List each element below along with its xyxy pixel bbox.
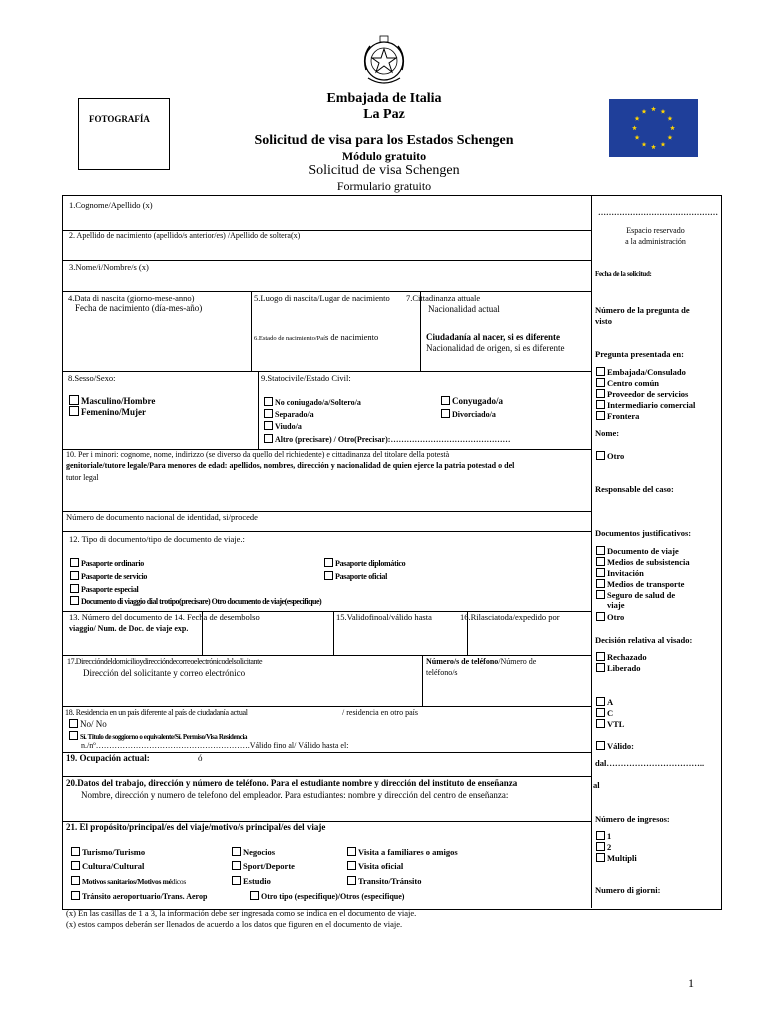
admin-type-a-label: A [607, 697, 614, 707]
checkbox-admin-common-center[interactable] [596, 378, 605, 387]
admin-dec-rejected[interactable] [596, 652, 647, 662]
admin-doc-means-label: Medios de subsistencia [607, 557, 690, 567]
checkbox-admin-doc-transport[interactable] [596, 579, 605, 588]
admin-type-vtl[interactable] [596, 719, 624, 729]
field-surname[interactable]: 1.Cognome/Apellido (x) [69, 200, 153, 210]
checkbox-admin-embassy[interactable] [596, 367, 605, 376]
option-widowed-label: Viudo/a [275, 422, 302, 431]
checkbox-admin-type-a[interactable] [596, 697, 605, 706]
form-title-alt: Solicitud de visa Schengen [308, 163, 460, 178]
field-birth-date-label-es: Fecha de nacimiento (día-mes-año) [75, 303, 203, 313]
admin-type-c[interactable] [596, 708, 613, 718]
field-phone-label-line2: teléfono/s [426, 668, 458, 677]
checkbox-admin-doc-travel[interactable] [596, 546, 605, 555]
checkbox-separated[interactable] [264, 409, 273, 418]
option-passport-ordinary-label: Pasaporte ordinario [81, 559, 144, 568]
admin-opt-embassy[interactable] [596, 367, 686, 377]
field-nationality-birth-label: Ciudadanía al nacer, si es diferente [426, 332, 561, 342]
option-document-other[interactable] [70, 596, 321, 607]
admin-entries-1[interactable] [596, 831, 611, 841]
field-phone-label[interactable] [426, 658, 536, 667]
admin-valid-to: al [593, 780, 600, 790]
admin-doc-travel[interactable] [596, 546, 679, 556]
embassy-name: Embajada de Italia [326, 91, 442, 106]
option-study-label: Estudio [243, 876, 271, 886]
checkbox-admin-other[interactable] [596, 451, 605, 460]
field-phone-label-rest: /Número de [498, 657, 537, 666]
admin-application-number-2: visto [595, 316, 612, 326]
admin-opt-intermediary[interactable] [596, 400, 695, 410]
checkbox-admin-released[interactable] [596, 663, 605, 672]
option-divorced[interactable] [441, 409, 496, 420]
checkbox-admin-entries-2[interactable] [596, 842, 605, 851]
option-married-label: Conyugado/a [452, 396, 504, 406]
admin-doc-other[interactable] [596, 612, 624, 622]
option-study[interactable] [232, 876, 271, 886]
footnote-2: (x) estos campos deberán ser llenados de acuerdo a los datos que figuren en el documento de viaje. [66, 919, 403, 929]
checkbox-residence-no[interactable] [69, 719, 78, 728]
field-birth-date-label[interactable]: 4.Data di nascita (giorno-mese-anno) [68, 293, 195, 303]
checkbox-document-other[interactable] [70, 596, 79, 605]
field-birth-country-label-a: 6.Estado de nacimiento/Paí [254, 335, 325, 342]
field-address-label-es: Dirección del solicitante y correo electrónico [83, 668, 246, 678]
option-family[interactable] [347, 847, 458, 857]
option-medical[interactable] [71, 876, 186, 886]
checkbox-divorced[interactable] [441, 409, 450, 418]
admin-reserved-2: a la administración [625, 237, 686, 246]
option-official-visit-label: Visita oficial [358, 861, 404, 871]
checkbox-passport-service[interactable] [70, 571, 79, 580]
photo-label: FOTOGRAFÍA [89, 114, 150, 124]
admin-dots: ……………………………………… [598, 208, 718, 217]
option-passport-special[interactable] [70, 584, 138, 595]
checkbox-admin-provider[interactable] [596, 389, 605, 398]
option-business-label: Negocios [243, 847, 276, 857]
option-single-label: No coniugado/a/Soltero/a [275, 398, 361, 407]
checkbox-passport-ordinary[interactable] [70, 558, 79, 567]
field-marital-label: 9.Statocivile/Estado Civil: [261, 373, 351, 383]
admin-entries-label: Número de ingresos: [595, 814, 670, 824]
embassy-city: La Paz [363, 107, 405, 122]
option-official-visit[interactable] [347, 861, 403, 871]
option-medical-label-b: dicos [171, 877, 186, 886]
admin-decision-label: Decisión relativa al visado: [595, 635, 693, 645]
option-culture[interactable] [71, 861, 144, 871]
checkbox-sport[interactable] [232, 861, 241, 870]
option-female[interactable] [69, 406, 146, 418]
field-sex-label: 8.Sesso/Sexo: [68, 373, 116, 383]
field-minor-guardian-line2: genitoriale/tutore legale/Para menores de edad: apellidos, nombres, dirección y nacionalidad de quien ejerce la patria potestad o del [66, 461, 515, 470]
option-passport-special-label: Pasaporte especial [81, 585, 139, 594]
admin-opt-common-center-label: Centro común [607, 378, 660, 388]
admin-application-date: Fecha de la solicitud: [595, 270, 652, 278]
field-birth-place-label[interactable]: 5.Luogo di nascita/Lugar de nacimiento [254, 293, 390, 303]
admin-dec-rejected-label: Rechazado [607, 652, 647, 662]
checkbox-passport-special[interactable] [70, 584, 79, 593]
checkbox-culture[interactable] [71, 861, 80, 870]
checkbox-transit[interactable] [347, 876, 356, 885]
admin-doc-travel-label: Documento de viaje [607, 546, 679, 556]
checkbox-admin-entries-multi[interactable] [596, 853, 605, 862]
admin-dec-released[interactable] [596, 663, 641, 673]
option-passport-service[interactable] [70, 571, 147, 582]
admin-doc-transport[interactable] [596, 579, 684, 589]
option-divorced-label: Divorciado/a [452, 410, 496, 419]
field-national-id[interactable]: Número de documento nacional de identidad, si/procede [66, 512, 258, 522]
admin-doc-insurance[interactable] [596, 590, 675, 600]
admin-opt-border-label: Frontera [607, 411, 640, 421]
form-title: Solicitud de visa para los Estados Schengen [254, 133, 514, 148]
checkbox-passport-official[interactable] [324, 571, 333, 580]
field-issued-by-label[interactable]: 16.Rilasciatoda/expedido por [460, 612, 560, 622]
option-purpose-other[interactable] [250, 891, 404, 902]
option-married[interactable] [441, 396, 503, 407]
option-airport-transit[interactable] [71, 891, 207, 902]
option-passport-diplomatic[interactable] [324, 558, 405, 569]
admin-doc-insurance-2: viaje [607, 600, 625, 610]
admin-type-c-label: C [607, 708, 614, 718]
field-residence-label: 18. Residencia en un país diferente al país de ciudadanía actual [65, 708, 248, 717]
option-business[interactable] [232, 847, 275, 857]
option-male-label: Masculino/Hombre [81, 396, 156, 406]
field-purpose-label: 21. El propósito/principal/es del viaje/motivo/s principal/es del viaje [66, 822, 326, 832]
field-nationality-label-es: Nacionalidad actual [428, 304, 500, 314]
option-tourism[interactable] [71, 847, 145, 857]
field-residence-permit[interactable]: n./nº………………………………………………….Válido fino al/ Válido hasta el: [81, 741, 349, 750]
option-passport-ordinary[interactable] [70, 558, 144, 569]
admin-presented-at: Pregunta presentada en: [595, 349, 684, 359]
field-minor-guardian-line1[interactable]: 10. Per i minori: cognome, nome, indirizzo (se diverso da quello del richiedente) e cittadinanza del titolare della potestà [66, 450, 450, 459]
form-subtitle: Módulo gratuito [341, 149, 427, 163]
option-residence-no-label: No/ No [80, 719, 107, 729]
field-nationality-label[interactable]: 7.Cittadinanza attuale [406, 293, 481, 303]
admin-application-number-1: Número de la pregunta de [595, 305, 690, 315]
page-number: 1 [688, 976, 694, 990]
field-occupation-label[interactable]: 19. Ocupación actual: [66, 753, 150, 763]
checkbox-admin-intermediary[interactable] [596, 400, 605, 409]
option-passport-service-label: Pasaporte de servicio [81, 572, 148, 581]
admin-doc-means[interactable] [596, 557, 690, 567]
field-given-names[interactable]: 3.Nome/i/Nombre/s (x) [69, 262, 149, 272]
footnote-1: (x) En las casillas de 1 a 3, la información debe ser ingresada como se indica en el documento de viaje. [66, 908, 417, 918]
checkbox-female[interactable] [69, 406, 79, 416]
admin-opt-intermediary-label: Intermediario comercial [607, 400, 696, 410]
admin-opt-border[interactable] [596, 411, 639, 421]
option-passport-diplomatic-label: Pasaporte diplomático [335, 559, 406, 568]
admin-type-vtl-label: VTL [607, 719, 625, 729]
checkbox-widowed[interactable] [264, 421, 273, 430]
admin-responsible: Responsable del caso: [595, 484, 674, 494]
admin-doc-insurance-label: Seguro de salud de [607, 590, 676, 600]
admin-reserved-1: Espacio reservado [626, 226, 685, 235]
checkbox-study[interactable] [232, 876, 241, 885]
field-birth-country-label-b: s de nacimiento [324, 332, 379, 342]
field-phone-label-bold: Número/s de teléfono [426, 657, 499, 666]
checkbox-admin-border[interactable] [596, 411, 605, 420]
admin-doc-other-label: Otro [607, 612, 625, 622]
option-separated[interactable] [264, 409, 314, 420]
field-residence-label-es: / residencia en otro país [342, 708, 418, 717]
checkbox-admin-doc-invite[interactable] [596, 568, 605, 577]
checkbox-airport-transit[interactable] [71, 891, 80, 900]
admin-days-label: Numero di giorni: [595, 885, 661, 895]
option-marital-other-label: Altro (precisare) / Otro(Precisar):……………………………………… [275, 435, 511, 444]
italy-emblem-icon [358, 34, 410, 90]
field-document-type-label: 12. Tipo di documento/tipo de documento de viaje.: [69, 534, 245, 544]
field-nationality-origin-label: Nacionalidad de origen, si es diferente [426, 343, 565, 353]
admin-entries-1-label: 1 [607, 831, 612, 841]
option-residence-no[interactable] [69, 719, 107, 730]
field-employer-label-es: Nombre, dirección y numero de telefono del empleador. Para estudiantes: nombre y dirección del centro de enseñanza: [81, 790, 509, 800]
option-sport-label: Sport/Deporte [243, 861, 295, 871]
admin-doc-invite-label: Invitación [607, 568, 644, 578]
checkbox-admin-type-c[interactable] [596, 708, 605, 717]
admin-docs-label: Documentos justificativos: [595, 528, 692, 538]
checkbox-admin-valid[interactable] [596, 741, 605, 750]
admin-doc-invite[interactable] [596, 568, 644, 578]
admin-dec-released-label: Liberado [607, 663, 641, 673]
option-sport[interactable] [232, 861, 295, 871]
admin-opt-provider[interactable] [596, 389, 688, 399]
option-passport-official-label: Pasaporte oficial [335, 572, 387, 581]
option-single[interactable] [264, 397, 361, 408]
admin-entries-multi[interactable] [596, 853, 637, 863]
option-culture-label: Cultura/Cultural [82, 861, 145, 871]
option-medical-label: Motivos sanitarios/Motivos mé [82, 877, 172, 886]
field-birth-country-label[interactable] [254, 327, 378, 345]
option-passport-official[interactable] [324, 571, 387, 582]
option-family-label: Visita a familiares o amigos [358, 847, 458, 857]
option-residence-yes-label: Sí. Título de soggiorno o equivalente/Sí. Permiso/Visa Residencia [80, 733, 248, 741]
admin-doc-transport-label: Medios de transporte [607, 579, 685, 589]
option-transit-label: Transito/Tránsito [358, 876, 422, 886]
photo-box [78, 98, 170, 170]
checkbox-admin-entries-1[interactable] [596, 831, 605, 840]
checkbox-male[interactable] [69, 395, 79, 405]
admin-entries-2[interactable] [596, 842, 611, 852]
admin-name-label: Nome: [595, 428, 620, 438]
option-separated-label: Separado/a [275, 410, 314, 419]
option-document-other-label: Documento di viaggio dial trotipo(precisare) Otro documento de viaje(especifique) [81, 597, 322, 606]
admin-opt-provider-label: Proveedor de servicios [607, 389, 689, 399]
field-minor-guardian-line3: tutor legal [66, 473, 99, 482]
checkbox-purpose-other[interactable] [250, 891, 259, 900]
checkbox-tourism[interactable] [71, 847, 80, 856]
option-female-label: Femenino/Mujer [81, 407, 146, 417]
eu-flag-icon [609, 99, 698, 157]
admin-opt-common-center[interactable] [596, 378, 659, 388]
checkbox-residence-yes[interactable] [69, 731, 78, 740]
admin-valid-from: dal…………………………….. [595, 758, 705, 768]
admin-entries-2-label: 2 [607, 842, 612, 852]
checkbox-admin-doc-insurance[interactable] [596, 590, 605, 599]
field-employer-label[interactable]: 20.Datos del trabajo, dirección y número de teléfono. Para el estudiante nombre y dirección del instituto de enseñanza [66, 778, 518, 788]
field-valid-until-label[interactable]: 15.Validofinoal/válido hasta [336, 612, 432, 622]
checkbox-marital-other[interactable] [264, 434, 273, 443]
option-purpose-other-label: Otro tipo (especifique)/Otros (especifique) [261, 892, 405, 901]
checkbox-family[interactable] [347, 847, 356, 856]
admin-opt-embassy-label: Embajada/Consulado [607, 367, 686, 377]
option-tourism-label: Turismo/Turismo [82, 847, 146, 857]
admin-opt-other-label: Otro [607, 451, 625, 461]
admin-entries-multi-label: Multipli [607, 853, 637, 863]
checkbox-admin-type-vtl[interactable] [596, 719, 605, 728]
checkbox-admin-doc-other[interactable] [596, 612, 605, 621]
checkbox-official-visit[interactable] [347, 861, 356, 870]
checkbox-passport-diplomatic[interactable] [324, 558, 333, 567]
field-birth-surname[interactable]: 2. Apellido de nacimiento (apellido/s anterior/es) /Apellido de soltera(x) [69, 231, 301, 240]
field-address-label[interactable]: 17.Direccióndeldomicilioydireccióndecorreoelectrónicodelsolicitante [67, 657, 263, 666]
admin-valid-label: Válido: [607, 741, 634, 751]
admin-type-a[interactable] [596, 697, 613, 707]
admin-opt-other[interactable] [596, 451, 624, 461]
field-document-number-label-es: viaggio/ Num. de Doc. de viaje exp. [69, 624, 189, 633]
checkbox-married[interactable] [441, 396, 450, 405]
form-subtitle-alt: Formulario gratuito [336, 179, 432, 193]
checkbox-medical[interactable] [71, 876, 80, 885]
option-transit[interactable] [347, 876, 421, 886]
checkbox-admin-rejected[interactable] [596, 652, 605, 661]
field-occupation-mark: ó [198, 753, 203, 763]
option-airport-transit-label: Tránsito aeroportuario/Trans. Aerop [82, 892, 208, 901]
checkbox-business[interactable] [232, 847, 241, 856]
admin-valid[interactable] [596, 741, 634, 751]
option-marital-other[interactable] [264, 434, 510, 445]
checkbox-admin-doc-means[interactable] [596, 557, 605, 566]
checkbox-single[interactable] [264, 397, 273, 406]
option-widowed[interactable] [264, 421, 302, 432]
field-document-number-label[interactable]: 13. Número del documento de 14. Fecha de desembolso [69, 612, 260, 622]
